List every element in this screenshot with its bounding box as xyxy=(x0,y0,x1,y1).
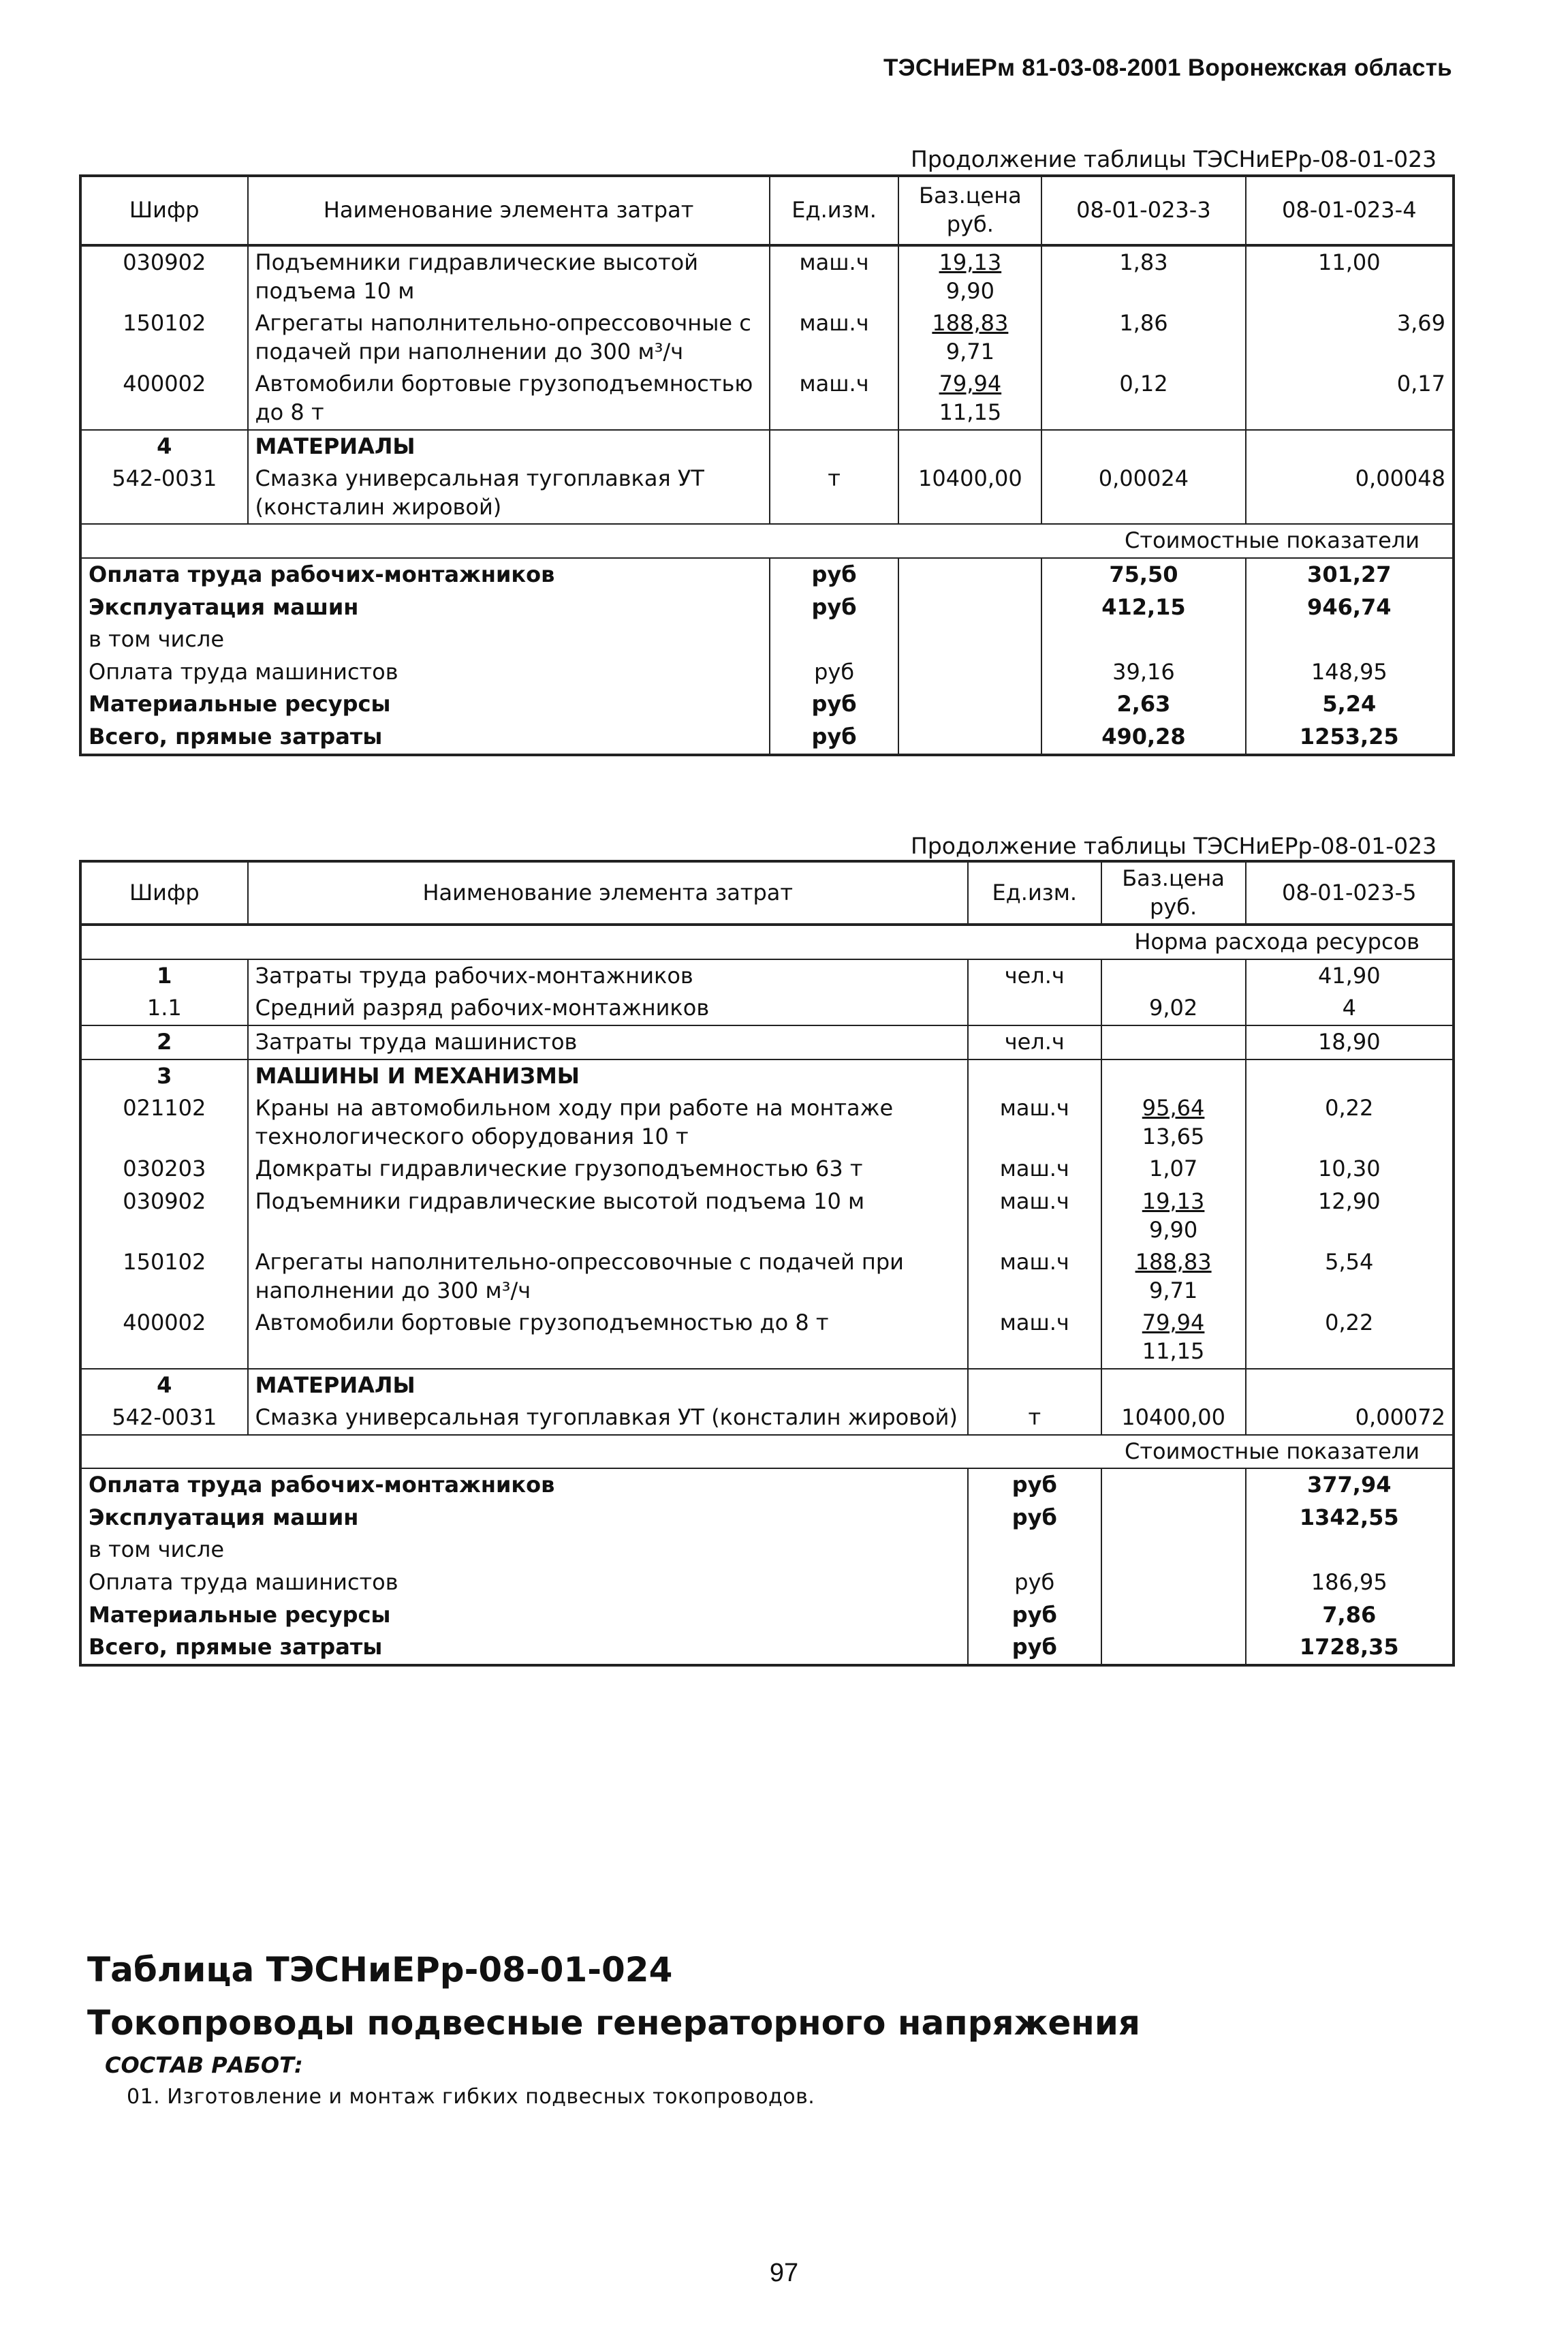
row-name: Затраты труда рабочих-монтажников xyxy=(248,959,968,993)
empty-cell xyxy=(898,656,1041,689)
row-unit: маш.ч xyxy=(968,1307,1101,1368)
empty-cell xyxy=(898,430,1041,463)
empty-cell xyxy=(1101,1468,1246,1502)
row-unit: маш.ч xyxy=(968,1246,1101,1307)
row-price-sub: 13,65 xyxy=(1142,1123,1205,1149)
row-code: 2 xyxy=(80,1025,248,1059)
table-row xyxy=(80,1186,1454,1246)
cost-value-3: 412,15 xyxy=(1041,591,1245,624)
cost-value: 1728,35 xyxy=(1246,1631,1454,1665)
cost-value-3: 75,50 xyxy=(1041,558,1245,591)
cost-label: Всего, прямые затраты xyxy=(80,1631,968,1665)
row-value-4: 3,69 xyxy=(1246,307,1454,368)
cost-label: Оплата труда машинистов xyxy=(80,1566,968,1599)
norm-header-row xyxy=(80,925,1454,959)
row-price-sub: 9,71 xyxy=(945,338,994,365)
cost-unit: руб xyxy=(770,558,899,591)
section-subtitle: Токопроводы подвесные генераторного напряжения xyxy=(87,2003,1140,2043)
cost-row xyxy=(80,558,1454,591)
cost-unit: руб xyxy=(770,591,899,624)
row-value: 0,00072 xyxy=(1246,1402,1454,1435)
row-code: 1.1 xyxy=(80,992,248,1025)
row-name: Подъемники гидравлические высотой подъема 10 м xyxy=(248,245,770,307)
row-code: 030902 xyxy=(80,1186,248,1246)
section-title: МАТЕРИАЛЫ xyxy=(248,1369,968,1402)
row-name: Домкраты гидравлические грузоподъемностью 63 т xyxy=(248,1153,968,1186)
table2-caption: Продолжение таблицы ТЭСНиЕРр-08-01-023 xyxy=(911,833,1437,859)
norm-header: Норма расхода ресурсов xyxy=(80,925,1454,959)
cost-row xyxy=(80,721,1454,755)
table1 xyxy=(79,174,1455,756)
cost-label: Всего, прямые затраты xyxy=(80,721,770,755)
empty-cell xyxy=(770,430,899,463)
row-code: 030902 xyxy=(80,245,248,307)
row-name: Агрегаты наполнительно-опрессовочные с подачей при наполнении до 300 м³/ч xyxy=(248,1246,968,1307)
row-price-main: 188,83 xyxy=(1135,1249,1212,1275)
cost-row xyxy=(80,1631,1454,1665)
cost-value-4: 946,74 xyxy=(1246,591,1454,624)
cost-row xyxy=(80,656,1454,689)
cost-unit: руб xyxy=(770,688,899,721)
cost-label: Эксплуатация машин xyxy=(80,1502,968,1534)
row-value-3: 1,86 xyxy=(1041,307,1245,368)
empty-cell xyxy=(1101,1534,1246,1566)
table-row xyxy=(80,1307,1454,1368)
empty-cell xyxy=(1246,1369,1454,1402)
table-row xyxy=(80,1153,1454,1186)
row-value: 0,22 xyxy=(1246,1307,1454,1368)
row-name: Агрегаты наполнительно-опрессовочные с подачей при наполнении до 300 м³/ч xyxy=(248,307,770,368)
cost-unit: руб xyxy=(968,1599,1101,1632)
row-unit: маш.ч xyxy=(770,368,899,429)
cost-unit: руб xyxy=(770,721,899,755)
cost-header: Стоимостные показатели xyxy=(80,524,1454,558)
empty-cell xyxy=(898,623,1041,656)
table-row xyxy=(80,1025,1454,1059)
row-unit: маш.ч xyxy=(968,1092,1101,1153)
cost-label: Оплата труда машинистов xyxy=(80,656,770,689)
row-price xyxy=(1101,1307,1246,1368)
table2-header-row xyxy=(80,861,1454,925)
row-name: Автомобили бортовые грузоподъемностью до 8 т xyxy=(248,1307,968,1368)
row-code: 400002 xyxy=(80,1307,248,1368)
row-name: Автомобили бортовые грузоподъемностью до 8 т xyxy=(248,368,770,429)
empty-cell xyxy=(1101,1631,1246,1665)
empty-cell xyxy=(1246,1059,1454,1093)
table-row xyxy=(80,307,1454,368)
row-price: 10400,00 xyxy=(1101,1402,1246,1435)
row-code: 150102 xyxy=(80,307,248,368)
table-row xyxy=(80,959,1454,993)
row-code: 021102 xyxy=(80,1092,248,1153)
section-number: 4 xyxy=(80,430,248,463)
table1-caption: Продолжение таблицы ТЭСНиЕРр-08-01-023 xyxy=(911,146,1437,172)
section-number: 4 xyxy=(80,1369,248,1402)
table-row xyxy=(80,368,1454,429)
row-unit: т xyxy=(968,1402,1101,1435)
cost-unit xyxy=(770,623,899,656)
table-row xyxy=(80,245,1454,307)
table-row xyxy=(80,1402,1454,1435)
row-price-main: 79,94 xyxy=(1142,1310,1205,1336)
cost-label: в том числе xyxy=(80,1534,968,1566)
col-rate-5: 08-01-023-5 xyxy=(1246,861,1454,925)
empty-cell xyxy=(898,721,1041,755)
col-name: Наименование элемента затрат xyxy=(248,861,968,925)
empty-cell xyxy=(1041,430,1245,463)
cost-header: Стоимостные показатели xyxy=(80,1435,1454,1469)
row-name: Затраты труда машинистов xyxy=(248,1025,968,1059)
row-value-4: 11,00 xyxy=(1246,245,1454,307)
cost-value: 7,86 xyxy=(1246,1599,1454,1632)
row-name: Подъемники гидравлические высотой подъема 10 м xyxy=(248,1186,968,1246)
row-price xyxy=(1101,1246,1246,1307)
cost-row xyxy=(80,1534,1454,1566)
row-unit: т xyxy=(770,463,899,524)
row-value: 5,54 xyxy=(1246,1246,1454,1307)
table-row xyxy=(80,1246,1454,1307)
cost-unit: руб xyxy=(968,1468,1101,1502)
row-unit: чел.ч xyxy=(968,1025,1101,1059)
row-unit: маш.ч xyxy=(770,245,899,307)
cost-value-3: 2,63 xyxy=(1041,688,1245,721)
cost-row xyxy=(80,688,1454,721)
empty-cell xyxy=(968,1369,1101,1402)
row-unit: маш.ч xyxy=(968,1153,1101,1186)
empty-cell xyxy=(1101,959,1246,993)
row-price xyxy=(898,368,1041,429)
row-value-3: 0,12 xyxy=(1041,368,1245,429)
section-row xyxy=(80,1369,1454,1402)
cost-unit: руб xyxy=(770,656,899,689)
row-price-main: 95,64 xyxy=(1142,1095,1205,1121)
cost-header-row xyxy=(80,1435,1454,1469)
row-price xyxy=(898,307,1041,368)
cost-row xyxy=(80,1468,1454,1502)
table2 xyxy=(79,860,1455,1667)
row-name: Смазка универсальная тугоплавкая УТ (консталин жировой) xyxy=(248,1402,968,1435)
col-code: Шифр xyxy=(80,861,248,925)
section-row xyxy=(80,430,1454,463)
row-price: 9,02 xyxy=(1101,992,1246,1025)
row-value: 18,90 xyxy=(1246,1025,1454,1059)
empty-cell xyxy=(1101,1502,1246,1534)
table1-machines xyxy=(80,245,1454,430)
row-price-sub: 11,15 xyxy=(1142,1337,1205,1364)
row-code: 1 xyxy=(80,959,248,993)
cost-unit xyxy=(968,1534,1101,1566)
row-value-3: 0,00024 xyxy=(1041,463,1245,524)
row-price-main: 188,83 xyxy=(932,310,1009,337)
cost-value xyxy=(1246,1534,1454,1566)
cost-value: 377,94 xyxy=(1246,1468,1454,1502)
col-unit: Ед.изм. xyxy=(770,176,899,245)
page-number: 97 xyxy=(769,2259,799,2287)
cost-value-4: 1253,25 xyxy=(1246,721,1454,755)
empty-cell xyxy=(968,1059,1101,1093)
empty-cell xyxy=(1101,1566,1246,1599)
works-item: 01. Изготовление и монтаж гибких подвесных токопроводов. xyxy=(127,2085,815,2109)
page-header: ТЭСНиЕРм 81-03-08-2001 Воронежская область xyxy=(883,55,1452,81)
row-code: 542-0031 xyxy=(80,1402,248,1435)
cost-row xyxy=(80,1566,1454,1599)
cost-row xyxy=(80,591,1454,624)
cost-header-row xyxy=(80,524,1454,558)
table1-header-row xyxy=(80,176,1454,245)
empty-cell xyxy=(1101,1059,1246,1093)
cost-value-3: 490,28 xyxy=(1041,721,1245,755)
cost-row xyxy=(80,623,1454,656)
section-row xyxy=(80,1059,1454,1093)
cost-value-4: 148,95 xyxy=(1246,656,1454,689)
section-title: МАШИНЫ И МЕХАНИЗМЫ xyxy=(248,1059,968,1093)
cost-value-3 xyxy=(1041,623,1245,656)
empty-cell xyxy=(1101,1599,1246,1632)
cost-value-4 xyxy=(1246,623,1454,656)
cost-label: Материальные ресурсы xyxy=(80,688,770,721)
row-price-sub: 9,71 xyxy=(1148,1277,1198,1303)
row-price xyxy=(1101,1186,1246,1246)
row-value-3: 1,83 xyxy=(1041,245,1245,307)
empty-cell xyxy=(1101,1025,1246,1059)
empty-cell xyxy=(898,558,1041,591)
cost-value: 1342,55 xyxy=(1246,1502,1454,1534)
row-value: 12,90 xyxy=(1246,1186,1454,1246)
row-price: 1,07 xyxy=(1101,1153,1246,1186)
cost-label: Оплата труда рабочих-монтажников xyxy=(80,558,770,591)
row-value-4: 0,00048 xyxy=(1246,463,1454,524)
row-name: Краны на автомобильном ходу при работе на монтаже технологического оборудования 10 т xyxy=(248,1092,968,1153)
cost-unit: руб xyxy=(968,1502,1101,1534)
row-price-main: 79,94 xyxy=(939,371,1002,397)
row-code: 150102 xyxy=(80,1246,248,1307)
cost-value: 186,95 xyxy=(1246,1566,1454,1599)
cost-label: Материальные ресурсы xyxy=(80,1599,968,1632)
section-table-title: Таблица ТЭСНиЕРр-08-01-024 xyxy=(87,1950,673,1990)
table-row xyxy=(80,1092,1454,1153)
empty-cell xyxy=(1101,1369,1246,1402)
cost-row xyxy=(80,1599,1454,1632)
empty-cell xyxy=(1246,430,1454,463)
row-unit: маш.ч xyxy=(770,307,899,368)
row-name: Средний разряд рабочих-монтажников xyxy=(248,992,968,1025)
cost-row xyxy=(80,1502,1454,1534)
cost-value-4: 301,27 xyxy=(1246,558,1454,591)
row-value: 0,22 xyxy=(1246,1092,1454,1153)
table-row xyxy=(80,463,1454,524)
col-price: Баз.цена руб. xyxy=(1101,861,1246,925)
row-value: 4 xyxy=(1246,992,1454,1025)
col-code: Шифр xyxy=(80,176,248,245)
row-value-4: 0,17 xyxy=(1246,368,1454,429)
cost-value-4: 5,24 xyxy=(1246,688,1454,721)
row-unit: маш.ч xyxy=(968,1186,1101,1246)
cost-unit: руб xyxy=(968,1631,1101,1665)
section-number: 3 xyxy=(80,1059,248,1093)
row-unit: чел.ч xyxy=(968,959,1101,993)
empty-cell xyxy=(898,688,1041,721)
row-name: Смазка универсальная тугоплавкая УТ (консталин жировой) xyxy=(248,463,770,524)
row-code: 030203 xyxy=(80,1153,248,1186)
cost-label: в том числе xyxy=(80,623,770,656)
col-unit: Ед.изм. xyxy=(968,861,1101,925)
empty-cell xyxy=(968,992,1101,1025)
row-value: 41,90 xyxy=(1246,959,1454,993)
cost-value-3: 39,16 xyxy=(1041,656,1245,689)
row-price-sub: 9,90 xyxy=(945,277,994,304)
row-price-sub: 9,90 xyxy=(1148,1216,1198,1243)
row-value: 10,30 xyxy=(1246,1153,1454,1186)
cost-unit: руб xyxy=(968,1566,1101,1599)
row-price xyxy=(1101,1092,1246,1153)
row-code: 400002 xyxy=(80,368,248,429)
cost-label: Оплата труда рабочих-монтажников xyxy=(80,1468,968,1502)
row-price: 10400,00 xyxy=(898,463,1041,524)
section-title: МАТЕРИАЛЫ xyxy=(248,430,770,463)
row-price-main: 19,13 xyxy=(1142,1188,1205,1214)
row-price-main: 19,13 xyxy=(939,249,1002,275)
row-price xyxy=(898,245,1041,307)
table-row xyxy=(80,992,1454,1025)
col-rate-4: 08-01-023-4 xyxy=(1246,176,1454,245)
cost-label: Эксплуатация машин xyxy=(80,591,770,624)
works-title: СОСТАВ РАБОТ: xyxy=(105,2052,303,2078)
empty-cell xyxy=(898,591,1041,624)
row-code: 542-0031 xyxy=(80,463,248,524)
col-price: Баз.цена руб. xyxy=(898,176,1041,245)
row-price-sub: 11,15 xyxy=(939,399,1002,425)
col-rate-3: 08-01-023-3 xyxy=(1041,176,1245,245)
col-name: Наименование элемента затрат xyxy=(248,176,770,245)
